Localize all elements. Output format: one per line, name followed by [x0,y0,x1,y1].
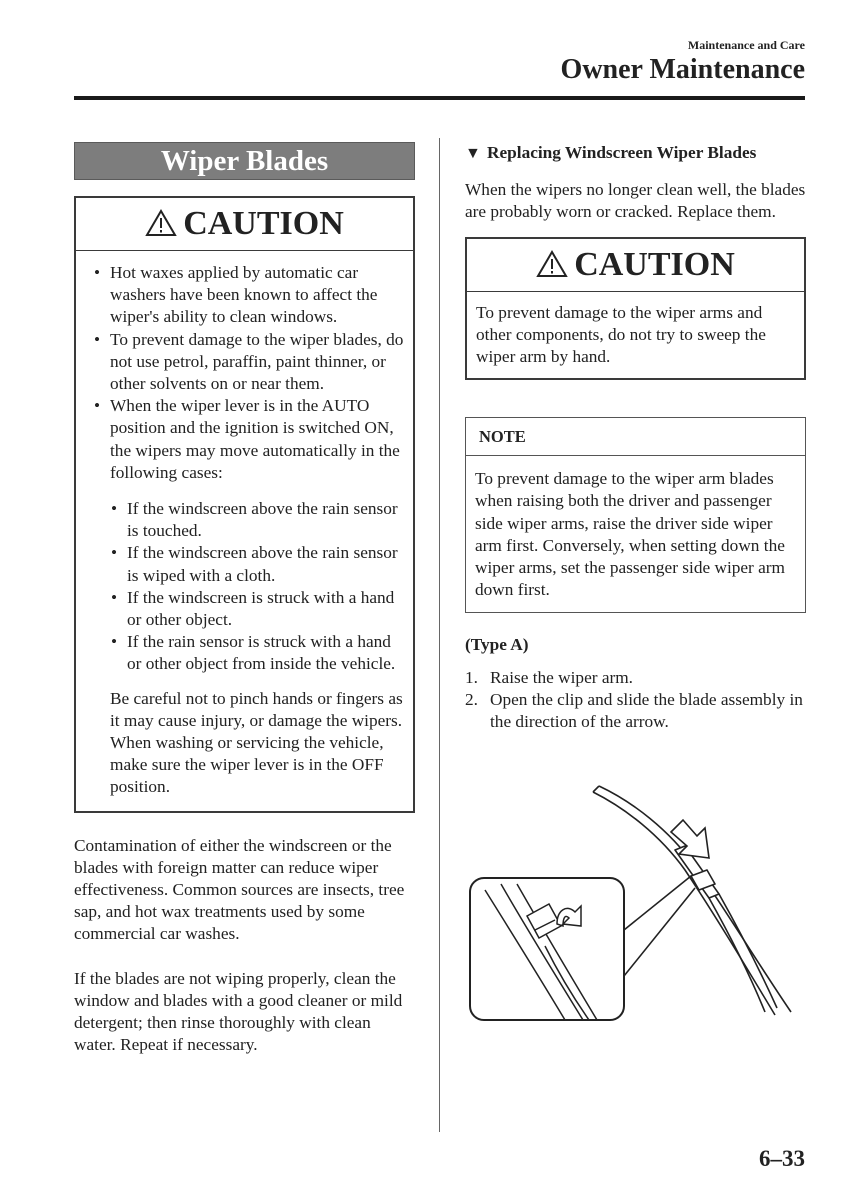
caution-label-2: CAUTION [574,245,735,283]
caution-bullet: • When the wiper lever is in the AUTO position and the ignition is switched ON, the wipers may move automatically in the following cases: [88,395,405,484]
caution-sub-bullet: • If the windscreen above the rain sensor is wiped with a cloth. [105,542,405,586]
subsection-heading-text: Replacing Windscreen Wiper Blades [487,143,757,162]
note-box [465,417,806,613]
step-text: Open the clip and slide the blade assembly in the direction of the arrow. [490,689,803,732]
caution-sub-bullet: • If the windscreen is struck with a hand or other object. [105,587,405,631]
caution-bullet: • Hot waxes applied by automatic car washers have been known to affect the wiper's ability to clean windows. [88,262,405,329]
wiper-blade-illustration [465,780,805,1030]
caution-sub-bullet: • If the windscreen above the rain sensor is touched. [105,498,405,542]
caution-body-2: To prevent damage to the wiper arms and other components, do not try to sweep the wiper arm by hand. [476,302,766,367]
step-number: 2. [465,689,478,709]
step-number: 1. [465,667,478,687]
triangle-down-icon: ▼ [465,145,481,162]
step-item [465,667,806,689]
caution-box [74,196,415,813]
replace-intro-paragraph: When the wipers no longer clean well, the blades are probably worn or cracked. Replace them. [465,180,806,222]
caution-sub-bullet-list [88,498,405,676]
type-label: (Type A) [465,635,529,655]
steps-list [465,667,806,734]
caution-label: CAUTION [183,205,344,242]
caution-box-2 [465,237,806,381]
caution-header [76,198,413,251]
header-rule [74,96,805,100]
header-chapter-title: Owner Maintenance [560,54,805,85]
note-body: To prevent damage to the wiper arm blades when raising both the driver and passenger side wiper arms, raise the driver side wiper arm first. Conversely, when setting down the wiper arms, set the passenger side wiper arm down first. [475,469,785,600]
right-column [465,142,806,733]
caution-body [76,251,413,811]
warning-triangle-icon [145,209,177,237]
section-title: Wiper Blades [74,142,415,180]
warning-triangle-icon [536,250,568,278]
step-item [465,689,806,733]
caution-bullet-list [88,262,405,484]
detail-callout [470,876,695,1020]
header-section-label: Maintenance and Care [687,38,805,52]
left-column [74,142,415,1057]
caution-bullet: • To prevent damage to the wiper blades, do not use petrol, paraffin, paint thinner, or other solvents on or near them. [88,329,405,396]
column-divider [439,138,440,1132]
subsection-heading [465,142,806,164]
caution-sub-bullet: • If the rain sensor is struck with a hand or other object from inside the vehicle. [105,631,405,675]
step-text: Raise the wiper arm. [490,667,634,687]
caution-header-2 [467,239,804,292]
caution-extra-text: Be careful not to pinch hands or fingers as it may cause injury, or damage the wipers. When washing or servicing the vehicle, make sure the wiper lever is in the OFF position. [110,688,403,797]
page-number: 6–33 [759,1146,805,1171]
note-header: NOTE [466,418,805,456]
contamination-paragraph: Contamination of either the windscreen or the blades with foreign matter can reduce wiper effectiveness. Common sources are insects, tree sap, and hot wax treatments used by some commercial car washes. [74,835,405,944]
cleaning-paragraph: If the blades are not wiping properly, clean the window and blades with a good cleaner or mild detergent; then rinse thoroughly with clean water. Repeat if necessary. [74,968,403,1055]
